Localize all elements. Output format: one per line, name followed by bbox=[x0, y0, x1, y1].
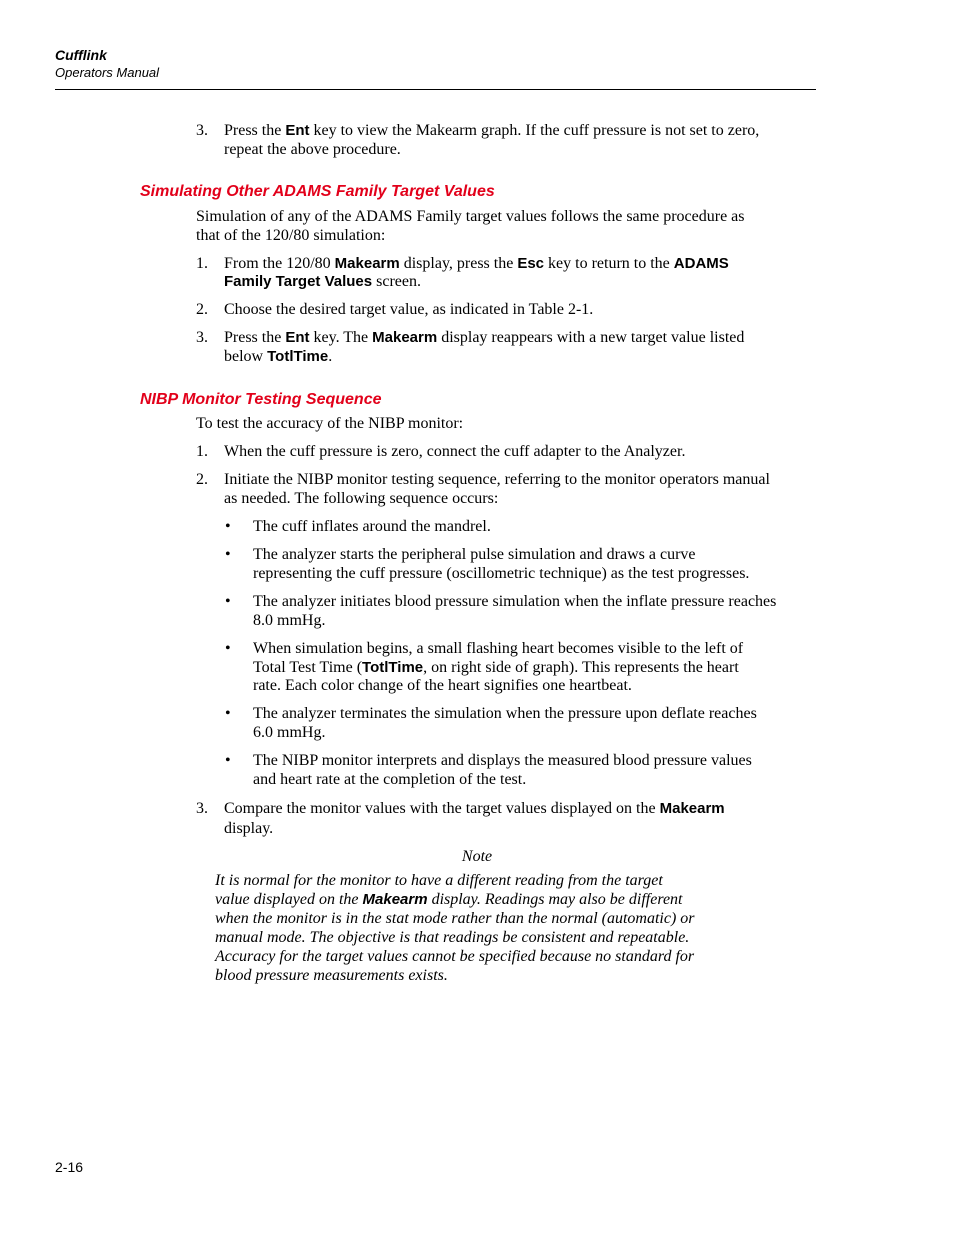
key-adams: ADAMS bbox=[673, 255, 729, 272]
bullet-icon: • bbox=[225, 640, 231, 657]
note-line: manual mode. The objective is that readings be consistent and repeatable. bbox=[215, 929, 690, 946]
header-subtitle: Operators Manual bbox=[55, 65, 160, 80]
note-body bbox=[215, 871, 745, 985]
header-title: Cufflink bbox=[55, 47, 107, 63]
bullet-text: The cuff inflates around the mandrel. bbox=[253, 518, 491, 535]
step-text: From the 120/80 Makearm display, press the Esc key to return to the ADAMS bbox=[224, 255, 729, 272]
key-makearm: Makearm bbox=[372, 329, 438, 346]
section-heading-simulating: Simulating Other ADAMS Family Target Values bbox=[140, 183, 495, 200]
key-ent: Ent bbox=[285, 122, 310, 139]
bullet-text: When simulation begins, a small flashing heart becomes visible to the left of bbox=[253, 640, 744, 657]
key-ent: Ent bbox=[285, 329, 310, 346]
note-line: when the monitor is in the stat mode rather than the normal (automatic) or bbox=[215, 910, 695, 927]
intro-text: Simulation of any of the ADAMS Family target values follows the same procedure as bbox=[196, 208, 745, 225]
key-totltime: TotlTime bbox=[362, 659, 424, 676]
bullet-text-cont: 6.0 mmHg. bbox=[253, 724, 326, 741]
page-number: 2-16 bbox=[55, 1159, 84, 1175]
bullet-icon: • bbox=[225, 593, 231, 610]
key-esc: Esc bbox=[517, 255, 545, 272]
bullet-text: The analyzer initiates blood pressure simulation when the inflate pressure reaches bbox=[253, 593, 777, 610]
intro-text-cont: that of the 120/80 simulation: bbox=[196, 227, 386, 244]
bullet-icon: • bbox=[225, 546, 231, 563]
step-text: Press the Ent key to view the Makearm graph. If the cuff pressure is not set to zero, bbox=[224, 122, 760, 139]
step-text-cont: Family Target Values screen. bbox=[224, 273, 421, 290]
bullet-icon: • bbox=[225, 518, 231, 535]
note-line: value displayed on the Makearm display. Readings may also be different bbox=[215, 891, 683, 908]
bullet-text-cont: rate. Each color change of the heart signifies one heartbeat. bbox=[253, 677, 632, 694]
bullet-text-cont: and heart rate at the completion of the test. bbox=[253, 771, 527, 788]
key-family-target-values: Family Target Values bbox=[224, 273, 373, 290]
bullet-icon: • bbox=[225, 752, 231, 769]
key-makearm: Makearm bbox=[334, 255, 400, 272]
note-line: It is normal for the monitor to have a different reading from the target bbox=[215, 872, 663, 889]
bullet-text: The analyzer terminates the simulation when the pressure upon deflate reaches bbox=[253, 705, 757, 722]
step-text: Initiate the NIBP monitor testing sequence, referring to the monitor operators manual bbox=[224, 471, 770, 488]
bullet-text: The NIBP monitor interprets and displays the measured blood pressure values bbox=[253, 752, 752, 769]
note-title: Note bbox=[461, 848, 493, 865]
bullet-text-cont: 8.0 mmHg. bbox=[253, 612, 326, 629]
step-number: 3. bbox=[196, 329, 208, 346]
step-text: Choose the desired target value, as indicated in Table 2-1. bbox=[224, 301, 594, 318]
step-text-cont: as needed. The following sequence occurs: bbox=[224, 490, 499, 507]
step-text-cont: repeat the above procedure. bbox=[224, 141, 401, 158]
step-number: 2. bbox=[196, 301, 208, 318]
step-text-cont: below TotlTime. bbox=[224, 348, 333, 365]
step-text: When the cuff pressure is zero, connect the cuff adapter to the Analyzer. bbox=[224, 443, 686, 460]
intro-text: To test the accuracy of the NIBP monitor: bbox=[196, 415, 464, 432]
key-totltime: TotlTime bbox=[267, 348, 329, 365]
bullet-text: The analyzer starts the peripheral pulse simulation and draws a curve bbox=[253, 546, 696, 563]
key-makearm: Makearm bbox=[362, 891, 428, 908]
bullet-text-cont: representing the cuff pressure (oscillometric technique) as the test progresses. bbox=[253, 565, 750, 582]
step-text: Press the Ent key. The Makearm display reappears with a new target value listed bbox=[224, 329, 745, 346]
header-rule bbox=[55, 89, 816, 90]
note-line: Accuracy for the target values cannot be specified because no standard for bbox=[215, 948, 695, 965]
step-number: 3. bbox=[196, 800, 208, 817]
step-number: 1. bbox=[196, 255, 208, 272]
bullet-text-cont: Total Test Time (TotlTime, on right side of graph). This represents the heart bbox=[253, 659, 739, 676]
step-number: 1. bbox=[196, 443, 208, 460]
key-makearm: Makearm bbox=[659, 800, 725, 817]
section-heading-nibp: NIBP Monitor Testing Sequence bbox=[140, 391, 382, 408]
bullet-icon: • bbox=[225, 705, 231, 722]
note-line: blood pressure measurements exists. bbox=[215, 967, 448, 984]
step-number: 3. bbox=[196, 122, 208, 139]
step-number: 2. bbox=[196, 471, 208, 488]
step-text-cont: display. bbox=[224, 820, 274, 837]
step-text: Compare the monitor values with the target values displayed on the Makearm bbox=[224, 800, 725, 817]
running-header bbox=[55, 46, 159, 82]
